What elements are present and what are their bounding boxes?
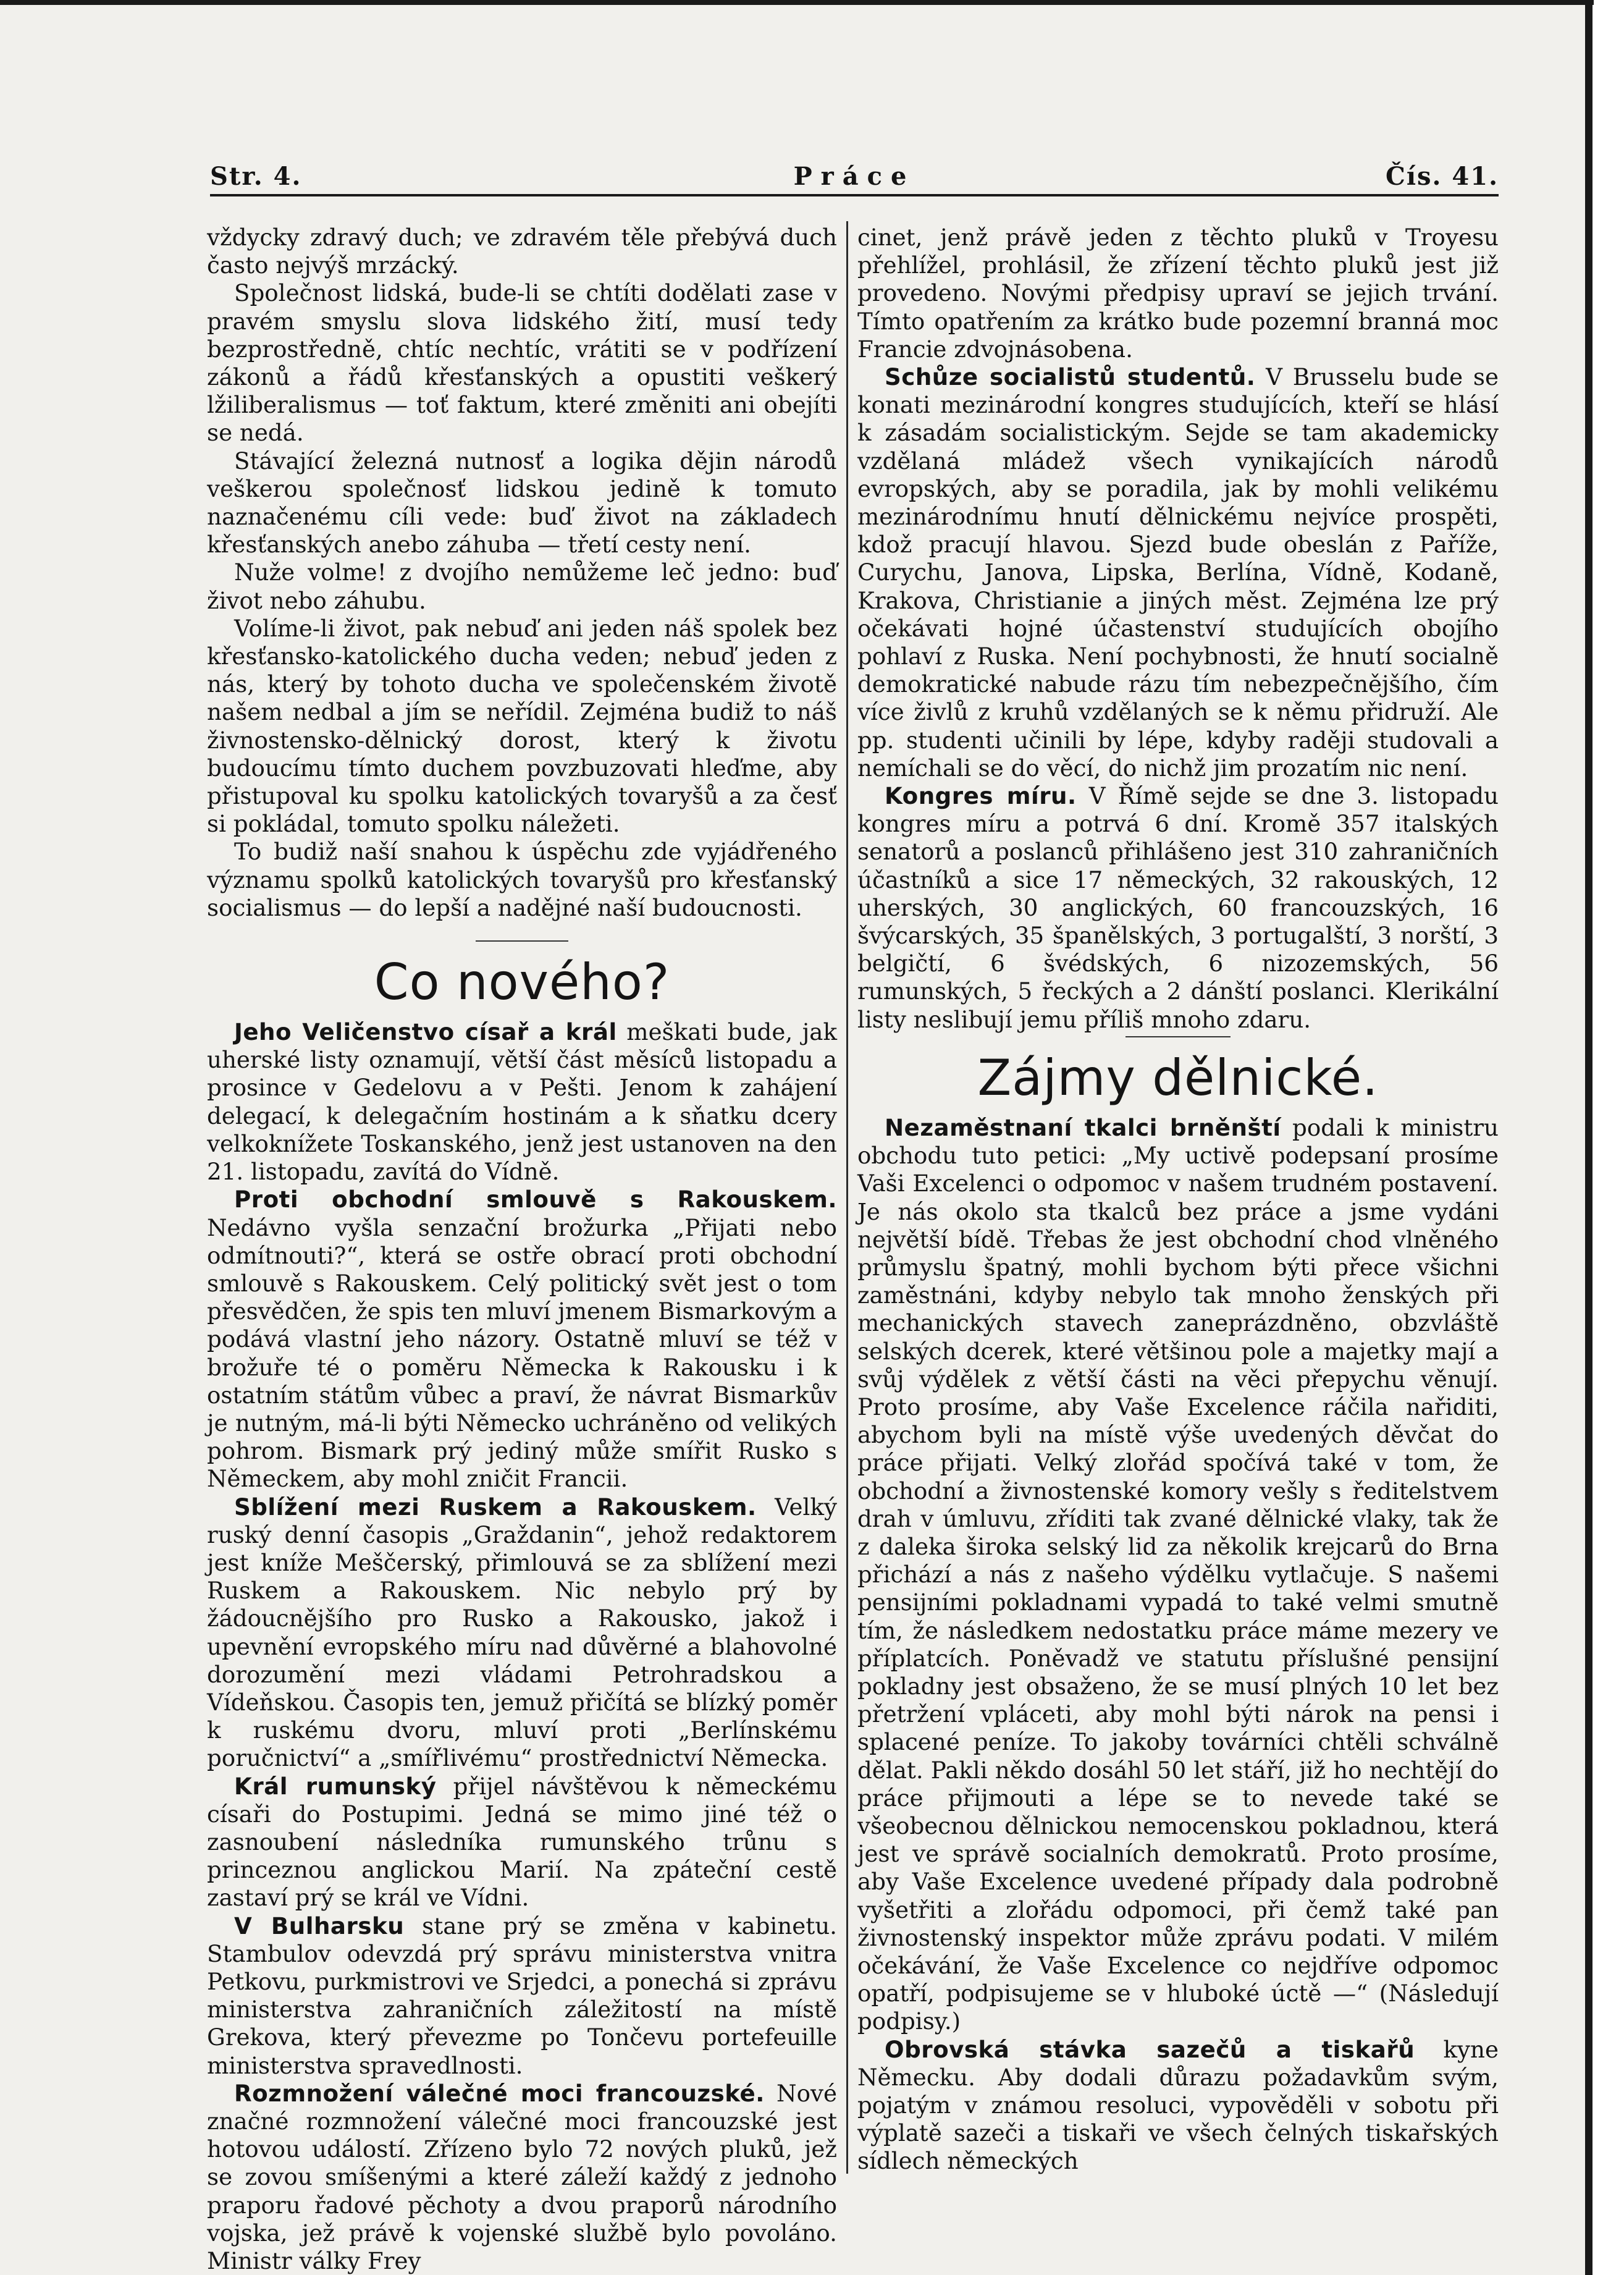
article-paragraph: Stávající železná nutnosť a logika dějin národů veškerou společnosť lidskou jedině k tomuto naznačenému cíli vede: buď život na základech křesťanských anebo záhuba — třetí cesty není. — [207, 447, 837, 559]
news-lead: Jeho Veličenstvo císař a král — [234, 1018, 617, 1046]
article-paragraph: vždycky zdravý duch; ve zdravém těle přebývá duch často nejvýš mrzácký. — [207, 224, 837, 279]
labor-item — [857, 2036, 1499, 2176]
news-item — [857, 782, 1499, 1034]
right-column — [857, 224, 1499, 2176]
news-lead: V Bulharsku — [234, 1912, 405, 1939]
news-text: Nové značné rozmnožení válečné moci francouzské jest hotovou událostí. Zřízeno bylo 72 nových pluků, jež se zovou smíšenými a které záleží každý z jednoho praporu řadové pěchoty a dvou praporů národního vojska, jež právě k vojenské službě bylo povoláno. Ministr války Frey — [207, 2079, 837, 2275]
page-header — [210, 162, 1499, 196]
news-text: stane prý se změna v kabinetu. Stambulov odevzdá prý správu ministerstva vnitra Petkovu, purkmistrovi ve Srjedci, a ponechá si zprávu ministerstva zahraničních záležitostí na místě Grekova, který převezme po Tončevu portefeuille ministerstva spravedlnosti. — [207, 1912, 837, 2079]
scan-edge-top — [0, 0, 1594, 5]
labor-item — [857, 1114, 1499, 2036]
article-paragraph: Společnost lidská, bude-li se chtíti dodělati zase v pravém smyslu slova lidského žití, musí tedy bezprostředně, chtíc nechtíc, vrátiti se v podřízení zákonů a řádů křesťanských a opustiti veškerý lžiliberalismus — toť faktum, které změniti ani obejíti se nedá. — [207, 279, 837, 447]
news-lead: Proti obchodní smlouvě s Rakouskem. — [234, 1186, 837, 1213]
section-title-news: Co nového? — [374, 953, 670, 1011]
news-item — [857, 363, 1499, 782]
article-continuation: cinet, jenž právě jeden z těchto pluků v Troyesu přehlížel, prohlásil, že zřízení těchto pluků jest již provedeno. Novými předpisy upraví se jejich trvání. Tímto opatřením za krátko bude pozemní branná moc Francie zdvojnásobena. — [857, 224, 1499, 363]
news-item — [207, 1186, 837, 1493]
labor-text: kyne Německu. Aby dodali důrazu požadavkům svým, pojatým v známou resoluci, vypověděli v sobotu při výplatě sazeči a tiskaři ve všech čelných tiskařských sídlech německých — [857, 2035, 1499, 2175]
scan-edge-right — [1585, 0, 1592, 2275]
news-text: meškati bude, jak uherské listy oznamují, větší část měsíců listopadu a prosince v Gedelovu a v Pešti. Jenom k zahájení delegací, k delegačním hostinám a k sňatku dcery velkoknížete Toskanského, jenž jest ustanoven na den 21. listopadu, zavítá do Vídně. — [207, 1018, 838, 1186]
news-text: Velký ruský denní časopis „Graždanin“, jehož redaktorem jest kníže Meščerský, přimlouvá se za sblížení mezi Ruskem a Rakouskem. Nic nebylo prý by žádoucnějšího pro Rusko a Rakousko, jakož i upevnění evropského míru nad důvěrné a blahovolné dorozumění mezi vládami Petrohradskou a Vídeňskou. Časopis ten, jemuž přičítá se blízký poměr k ruskému dvoru, mluví proti „Berlínskému poručnictví“ a „smířlivému“ prostřednictví Německa. — [207, 1493, 837, 1772]
article-paragraph: Nuže volme! z dvojího nemůžeme leč jedno: buď život nebo záhubu. — [207, 559, 837, 614]
news-lead: Kongres míru. — [885, 782, 1077, 810]
section-divider — [1125, 1036, 1231, 1037]
issue-number: Čís. 41. — [1386, 162, 1499, 191]
header-rule — [210, 194, 1499, 196]
news-item — [207, 1493, 837, 1773]
page-number: Str. 4. — [210, 162, 302, 191]
news-lead: Král rumunský — [234, 1772, 437, 1800]
news-text: V Brusselu bude se konati mezinárodní kongres studujících, kteří se hlásí k zásadám socialistickým. Sejde se tam akademicky vzdělaná mládež všech vynikajících národů evropských, aby se poradila, jak by mohli velikému mezinárodnímu hnutí dělnickému nejvíce prospěti, kdož pracují hlavou. Sjezd bude obeslán z Paříže, Curychu, Janova, Lipska, Berlína, Vídně, Kodaně, Krakova, Christianie a jiných měst. Zejména lze prý očekávati hojné účastenství studujících obojího pohlaví z Ruska. Není pochybnosti, že hnutí socialně demokratické nabude rázu tím nebezpečnějšího, čím více živlů z kruhů vzdělaných se k němu přidruží. Ale pp. studenti učinili by lépe, kdyby raději studovali a nemíchali se do věcí, do nichž jim prozatím nic není. — [857, 363, 1499, 782]
news-item — [207, 1018, 837, 1186]
section-divider — [476, 940, 568, 942]
labor-text: podali k ministru obchodu tuto petici: „My uctivě podepsaní prosíme Vaši Excelenci o odpomoc v našem trudném postavení. Je nás okolo sta tkalců bez práce a jsme vydáni největší bídě. Třebas že jest obchodní chod vlněného průmyslu špatný, mohli bychom býti přece všichni zaměstnáni, kdyby nebylo tak mnoho ženských při mechanických stavech zaneprázdněno, obzvláště selských dcerek, které většinou pole a majetky mají a svůj výdělek z větší části na věci přepychu věnují. Proto prosíme, aby Vaše Excelence ráčila nařiditi, abychom byli na místě výše uvedených děvčat do práce přijati. Velký zlořád spočívá také v tom, že obchodní a živnostenské komory vešly s ředitelstvem drah v úmluvu, zříditi tak zvané dělnické vlaky, tak že z daleka široka selský lid za několik krejcarů do Brna přichází a nás z našeho výdělku vytlačuje. S našemi pensijními pokladnami vypadá to také velmi smutně tím, že následkem nedostatku práce máme mezery ve příplatcích. Poněvadž ve statutu příslušné pensijní pokladny jest obsaženo, že se musí plných 10 let bez přetržení vpláceti, aby mohl býti nárok na pensi i splacené peníze. To jakoby továrníci chtěli schválně dělat. Pakli někdo dosáhl 50 let stáří, již ho nechtějí do práce přijmouti a lépe se to nevede také se všeobecnou dělnickou nemocenskou pokladnou, která jest ve správě socialních demokratů. Proto prosíme, aby Vaše Excelence uvedené případy dala podrobně vyšetřiti a zlořádu odpomoci, při čemž také pan živnostenský inspektor může zprávu podati. V milém očekávání, že Vaše Excelence co nejdříve odpomoc opatří, podpisujeme se v hluboké úctě —“ (Následují podpisy.) — [857, 1113, 1499, 2035]
newspaper-title: Práce — [793, 162, 915, 191]
labor-lead: Obrovská stávka sazečů a tiskařů — [885, 2035, 1415, 2063]
news-text: přijel návštěvou k německému císaři do Postupimi. Jedná se mimo jiné též o zasnoubení následníka rumunského trůnu s princeznou anglickou Marií. Na zpáteční cestě zastaví prý se král ve Vídni. — [207, 1772, 838, 1912]
left-column — [207, 224, 837, 2275]
section-title-labor: Zájmy dělnické. — [977, 1049, 1379, 1107]
news-lead: Schůze socialistů studentů. — [885, 363, 1256, 391]
news-text: V Římě sejde se dne 3. listopadu kongres míru a potrvá 6 dní. Kromě 357 italských senatorů a poslanců přihlášeno jest 310 zahraničních účastníků a sice 17 německých, 32 rakouských, 12 uherských, 30 anglických, 60 francouzských, 16 švýcarských, 35 španělských, 3 portugalští, 3 norští, 3 belgičtí, 6 švédských, 6 nizozemských, 56 rumunských, 5 řeckých a 2 dánští poslanci. Klerikální listy neslibují jemu příliš mnoho zdaru. — [857, 782, 1499, 1033]
news-item — [207, 2080, 837, 2275]
news-item — [207, 1912, 837, 2080]
news-text: Nedávno vyšla senzační brožurka „Přijati nebo odmítnouti?“, která se ostře obrací proti obchodní smlouvě s Rakouskem. Celý politický svět jest o tom přesvědčen, že spis ten mluví jmenem Bismarkovým a podává vlastní jeho názory. Ostatně mluví se též v brožuře té o poměru Německa k Rakousku i k ostatním státům vůbec a praví, že návrat Bismarkův je nutným, má-li býti Německo uchráněno od velikých pohrom. Bismark prý jediný může smířit Rusko s Německem, aby mohl zničit Francii. — [207, 1213, 837, 1493]
labor-lead: Nezaměstnaní tkalci brněnští — [885, 1113, 1281, 1141]
news-lead: Rozmnožení válečné moci francouzské. — [234, 2079, 765, 2107]
news-item — [207, 1773, 837, 1912]
news-lead: Sblížení mezi Ruskem a Rakouskem. — [234, 1493, 757, 1521]
column-divider — [846, 221, 848, 2174]
article-paragraph: To budiž naší snahou k úspěchu zde vyjádřeného významu spolků katolických tovaryšů pro křesťanský socialismus — do lepší a nadějné naší budoucnosti. — [207, 838, 837, 921]
article-paragraph: Volíme-li život, pak nebuď ani jeden náš spolek bez křesťansko-katolického ducha veden; nebuď jeden z nás, který by tohoto ducha ve společenském životě našem nedbal a jím se neřídil. Zejména budiž to náš živnostensko-dělnický dorost, který k životu budoucímu tímto duchem povzbuzovati hleďme, aby přistupoval ku spolku katolických tovaryšů a za česť si pokládal, tomuto spolku náležeti. — [207, 614, 837, 838]
